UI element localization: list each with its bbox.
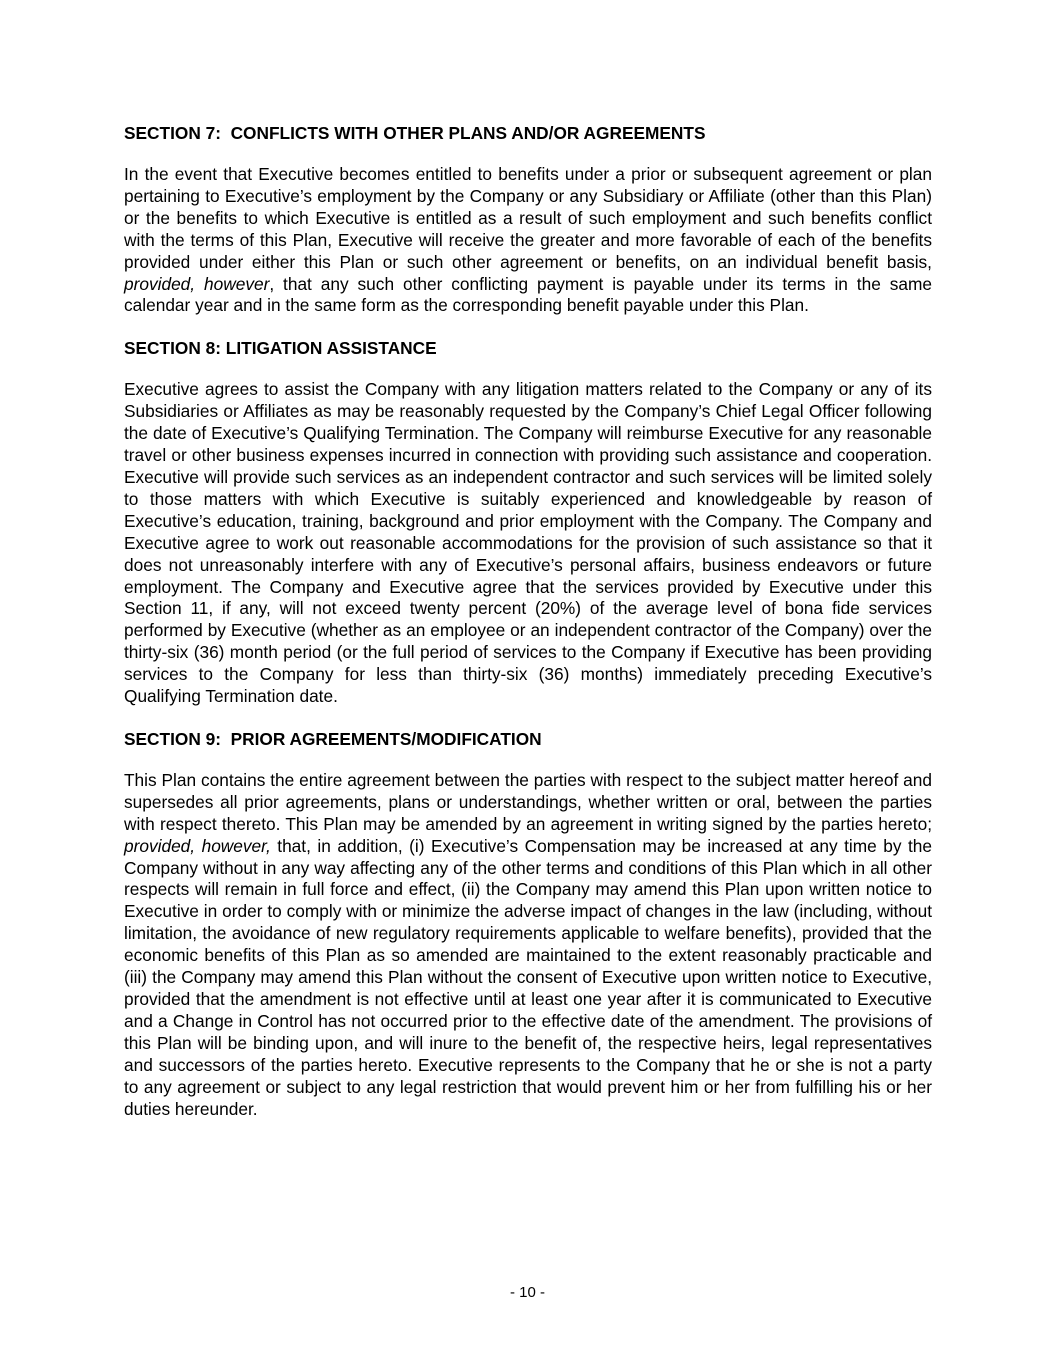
- page-number: - 10 -: [509, 1284, 545, 1301]
- section-9-text-b: that, in addition, (i) Executive’s Compensation may be increased at any time by the Company without in any way affecting any of the other terms and conditions of this Plan which in all other respects will remain in full force and effect, (ii) the Company may amend this Plan upon written notice to Executive in order to comply with or minimize the adverse impact of changes in the law (including, without limitation, the avoidance of new regulatory requirements applicable to welfare benefits), provided that the economic benefits of this Plan as so amended are maintained to the extent reasonably practicable and (iii) the Company may amend this Plan without the consent of Executive upon written notice to Executive, provided that the amendment is not effective until at least one year after it is communicated to Executive and a Change in Control has not occurred prior to the effective date of the amendment. The provisions of this Plan will be binding upon, and will inure to the benefit of, the respective heirs, legal representatives and successors of the parties hereto. Executive represents to the Company that he or she is not a party to any agreement or subject to any legal restriction that would prevent him or her from fulfilling his or her duties hereunder.: [124, 835, 933, 1119]
- section-9-heading: SECTION 9: PRIOR AGREEMENTS/MODIFICATION: [124, 728, 542, 749]
- section-7-text-a: In the event that Executive becomes entitled to benefits under a prior or subsequent agreement or plan pertaining to Executive’s employment by the Company or any Subsidiary or Affiliate (other than this Plan) or the benefits to which Executive is entitled as a result of such employment and such benefits conflict with the terms of this Plan, Executive will receive the greater and more favorable of each of the benefits provided under either this Plan or such other agreement or benefits, on an individual benefit basis,: [124, 164, 932, 272]
- document-page: [124, 122, 932, 1140]
- section-9-text-a: This Plan contains the entire agreement between the parties with respect to the subject matter hereof and supersedes all prior agreements, plans or understandings, whether written or oral, between the parties with respect thereto. This Plan may be amended by an agreement in writing signed by the parties hereto;: [124, 769, 932, 834]
- section-7-heading: SECTION 7: CONFLICTS WITH OTHER PLANS AND/OR AGREEMENTS: [124, 123, 706, 143]
- section-8-heading: SECTION 8: LITIGATION ASSISTANCE: [124, 338, 437, 359]
- section-7-text-b: , that any such other conflicting payment is payable under its terms in the same calendar year and in the same form as the corresponding benefit payable under this Plan.: [124, 273, 933, 316]
- section-9-body: [124, 770, 932, 1121]
- section-7-emphasis: provided, however: [124, 273, 270, 294]
- section-8-body: Executive agrees to assist the Company with any litigation matters related to the Company or any of its Subsidiaries or Affiliates as may be reasonably requested by the Company’s Chief Legal Officer following the date of Executive’s Qualifying Termination. The Company will reimburse Executive for any reasonable travel or other business expenses incurred in connection with providing such assistance and cooperation. Executive will provide such services as an independent contractor and such services will be limited solely to those matters with which Executive is suitably experienced and knowledgeable by reason of Executive’s education, training, background and prior employment with the Company. The Company and Executive agree to work out reasonable accommodations for the provision of such assistance so that it does not unreasonably interfere with any of Executive’s personal affairs, business endeavors or future employment. The Company and Executive agree that the services provided by Executive under this Section 11, if any, will not exceed twenty percent (20%) of the average level of bona fide services performed by Executive (whether as an employee or an independent contractor of the Company) over the thirty-six (36) month period (or the full period of services to the Company if Executive has been providing services to the Company for less than thirty-six (36) months) immediately preceding Executive’s Qualifying Termination date.: [124, 379, 932, 707]
- section-7-body: [124, 164, 932, 317]
- section-9-emphasis: provided, however,: [124, 835, 271, 856]
